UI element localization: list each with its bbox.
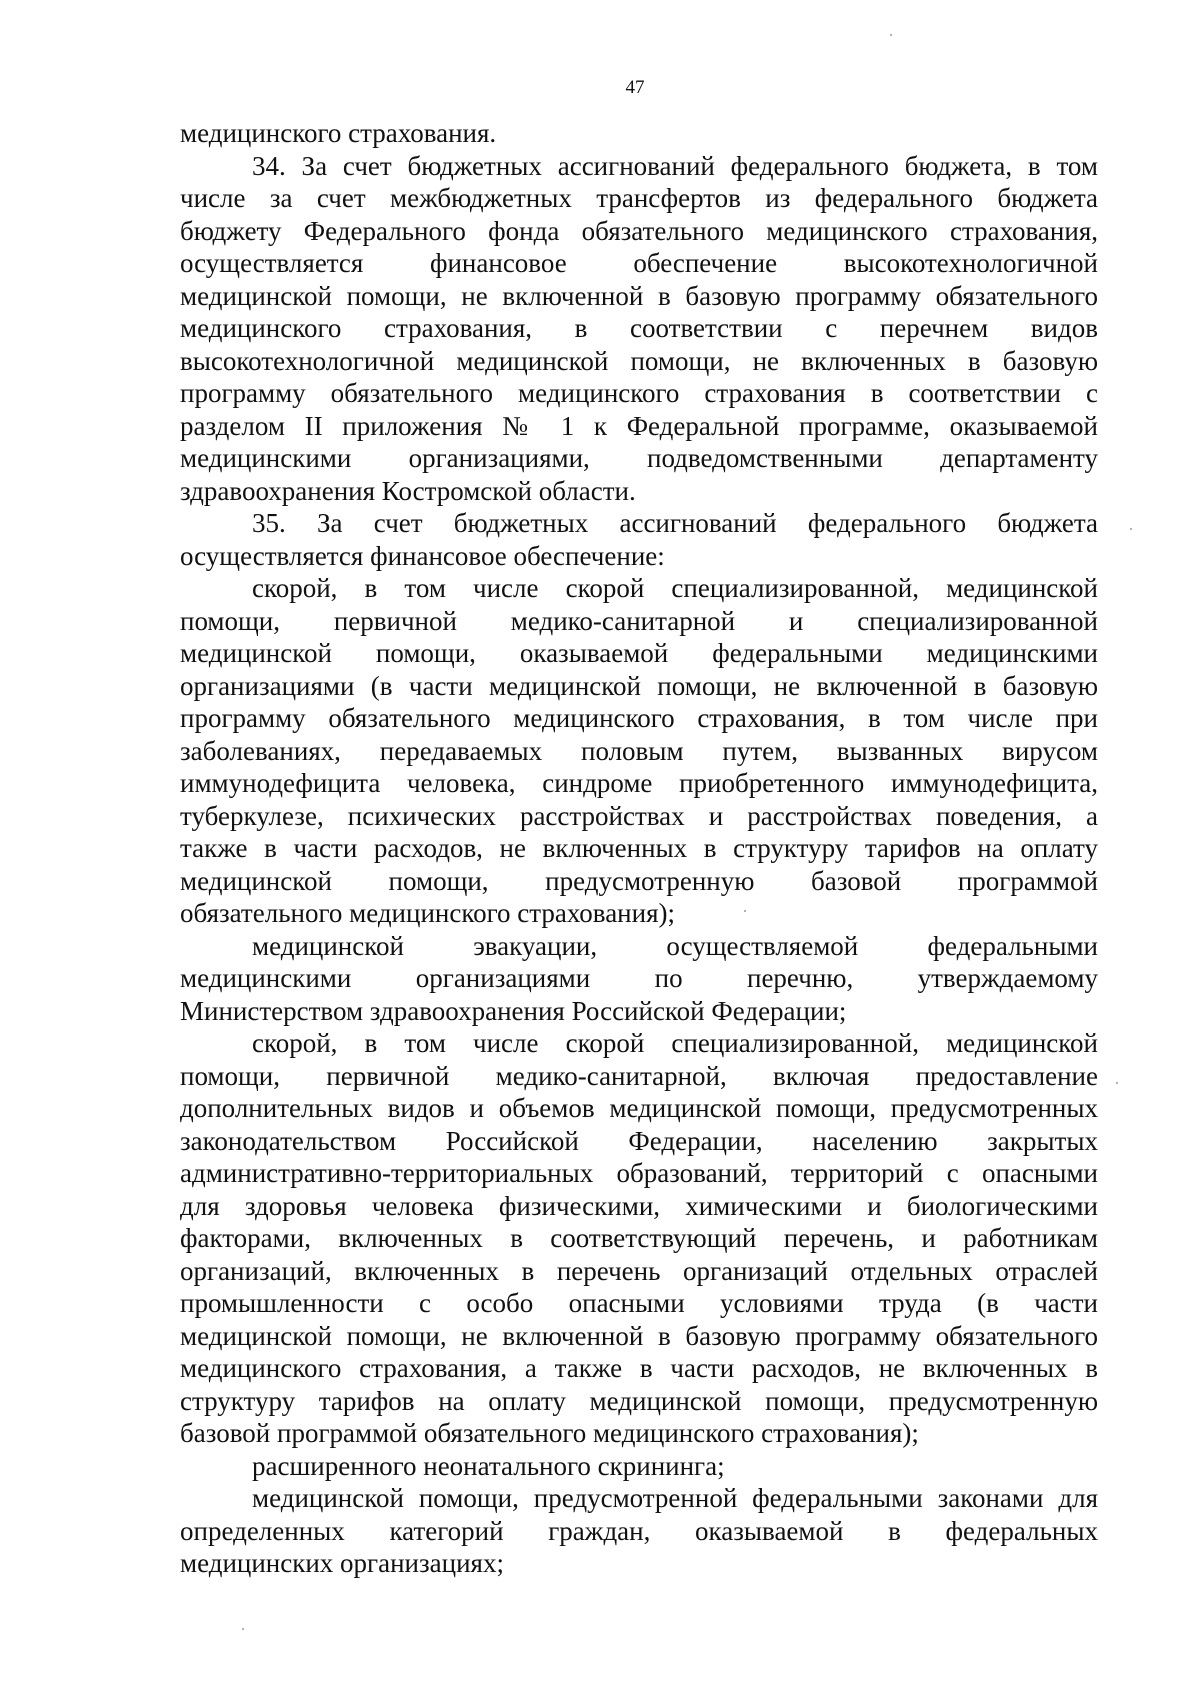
text-line: организациями (в части медицинской помощи, не включенной в базовую <box>180 670 1098 701</box>
list-item-start: скорой, в том числе скорой специализированной, медицинской <box>252 1028 1098 1058</box>
text-line: организаций, включенных в перечень организаций отдельных отраслей <box>180 1255 1098 1286</box>
text-line: бюджету Федерального фонда обязательного медицинского страхования, <box>180 215 1098 246</box>
text-line: для здоровья человека физическими, химическими и биологическими <box>180 1190 1098 1221</box>
text-line: медицинскими организациями, подведомственными департаменту <box>180 443 1098 473</box>
text-line: здравоохранения Костромской области. <box>180 475 636 506</box>
text-line: промышленности с особо опасными условиями труда (в части <box>180 1288 1098 1318</box>
text-line: программу обязательного медицинского страхования, в том числе при <box>180 703 1098 733</box>
text-line: медицинской помощи, оказываемой федеральными медицинскими <box>180 638 1098 668</box>
text-line: медицинского страхования. <box>180 118 497 148</box>
scan-speck <box>242 1628 244 1630</box>
text-line: высокотехнологичной медицинской помощи, не включенных в базовую <box>180 345 1098 376</box>
page-number: 47 <box>625 77 645 98</box>
text-line: туберкулезе, психических расстройствах и расстройствах поведения, а <box>180 800 1098 831</box>
document-body <box>180 117 1098 1580</box>
list-item-start: скорой, в том числе скорой специализированной, медицинской <box>252 573 1098 603</box>
text-line: законодательством Российской Федерации, населению закрытых <box>180 1125 1098 1156</box>
text-line: медицинскими организациями по перечню, утверждаемому <box>180 963 1098 993</box>
text-line: медицинского страхования, а также в части расходов, не включенных в <box>180 1353 1098 1383</box>
text-line: числе за счет межбюджетных трансфертов из федерального бюджета <box>180 183 1098 213</box>
scan-speck <box>1130 528 1132 530</box>
text-line: медицинских организациях; <box>180 1548 504 1578</box>
text-line: помощи, первичной медико-санитарной, включая предоставление <box>180 1060 1098 1091</box>
text-line: иммунодефицита человека, синдроме приобретенного иммунодефицита, <box>180 768 1098 798</box>
text-line: Министерством здравоохранения Российской Федерации; <box>180 995 847 1026</box>
text-line: осуществляется финансовое обеспечение: <box>180 540 665 571</box>
list-item-start: медицинской эвакуации, осуществляемой федеральными <box>252 930 1098 961</box>
text-line: осуществляется финансовое обеспечение высокотехнологичной <box>180 248 1098 278</box>
text-line: базовой программой обязательного медицинского страхования); <box>180 1418 919 1448</box>
text-line: структуру тарифов на оплату медицинской помощи, предусмотренную <box>180 1385 1098 1416</box>
paragraph-34-start: 34. За счет бюджетных ассигнований федерального бюджета, в том <box>252 150 1098 181</box>
scan-speck <box>1116 1082 1118 1084</box>
text-line: разделом II приложения № 1 к Федеральной программе, оказываемой <box>180 410 1098 441</box>
text-line: программу обязательного медицинского страхования в соответствии с <box>180 378 1098 408</box>
text-line: помощи, первичной медико-санитарной и специализированной <box>180 605 1098 636</box>
text-line: определенных категорий граждан, оказываемой в федеральных <box>180 1515 1098 1546</box>
text-line: дополнительных видов и объемов медицинской помощи, предусмотренных <box>180 1093 1098 1123</box>
text-line: обязательного медицинского страхования); <box>180 898 675 928</box>
text-line: административно-территориальных образований, территорий с опасными <box>180 1158 1098 1188</box>
text-line: заболеваниях, передаваемых половым путем, вызванных вирусом <box>180 735 1098 766</box>
list-item-start: медицинской помощи, предусмотренной федеральными законами для <box>252 1483 1098 1513</box>
text-line: медицинской помощи, не включенной в базовую программу обязательного <box>180 280 1098 311</box>
text-line: медицинского страхования, в соответствии с перечнем видов <box>180 313 1098 343</box>
paragraph-35-start: 35. За счет бюджетных ассигнований федерального бюджета <box>252 508 1098 538</box>
text-line: также в части расходов, не включенных в структуру тарифов на оплату <box>180 833 1098 863</box>
scan-speck <box>744 910 746 912</box>
text-line: медицинской помощи, предусмотренную базовой программой <box>180 865 1098 896</box>
text-line: медицинской помощи, не включенной в базовую программу обязательного <box>180 1320 1098 1351</box>
list-item-start: расширенного неонатального скрининга; <box>252 1450 725 1481</box>
scan-speck <box>890 34 892 36</box>
text-line: факторами, включенных в соответствующий перечень, и работникам <box>180 1223 1098 1253</box>
